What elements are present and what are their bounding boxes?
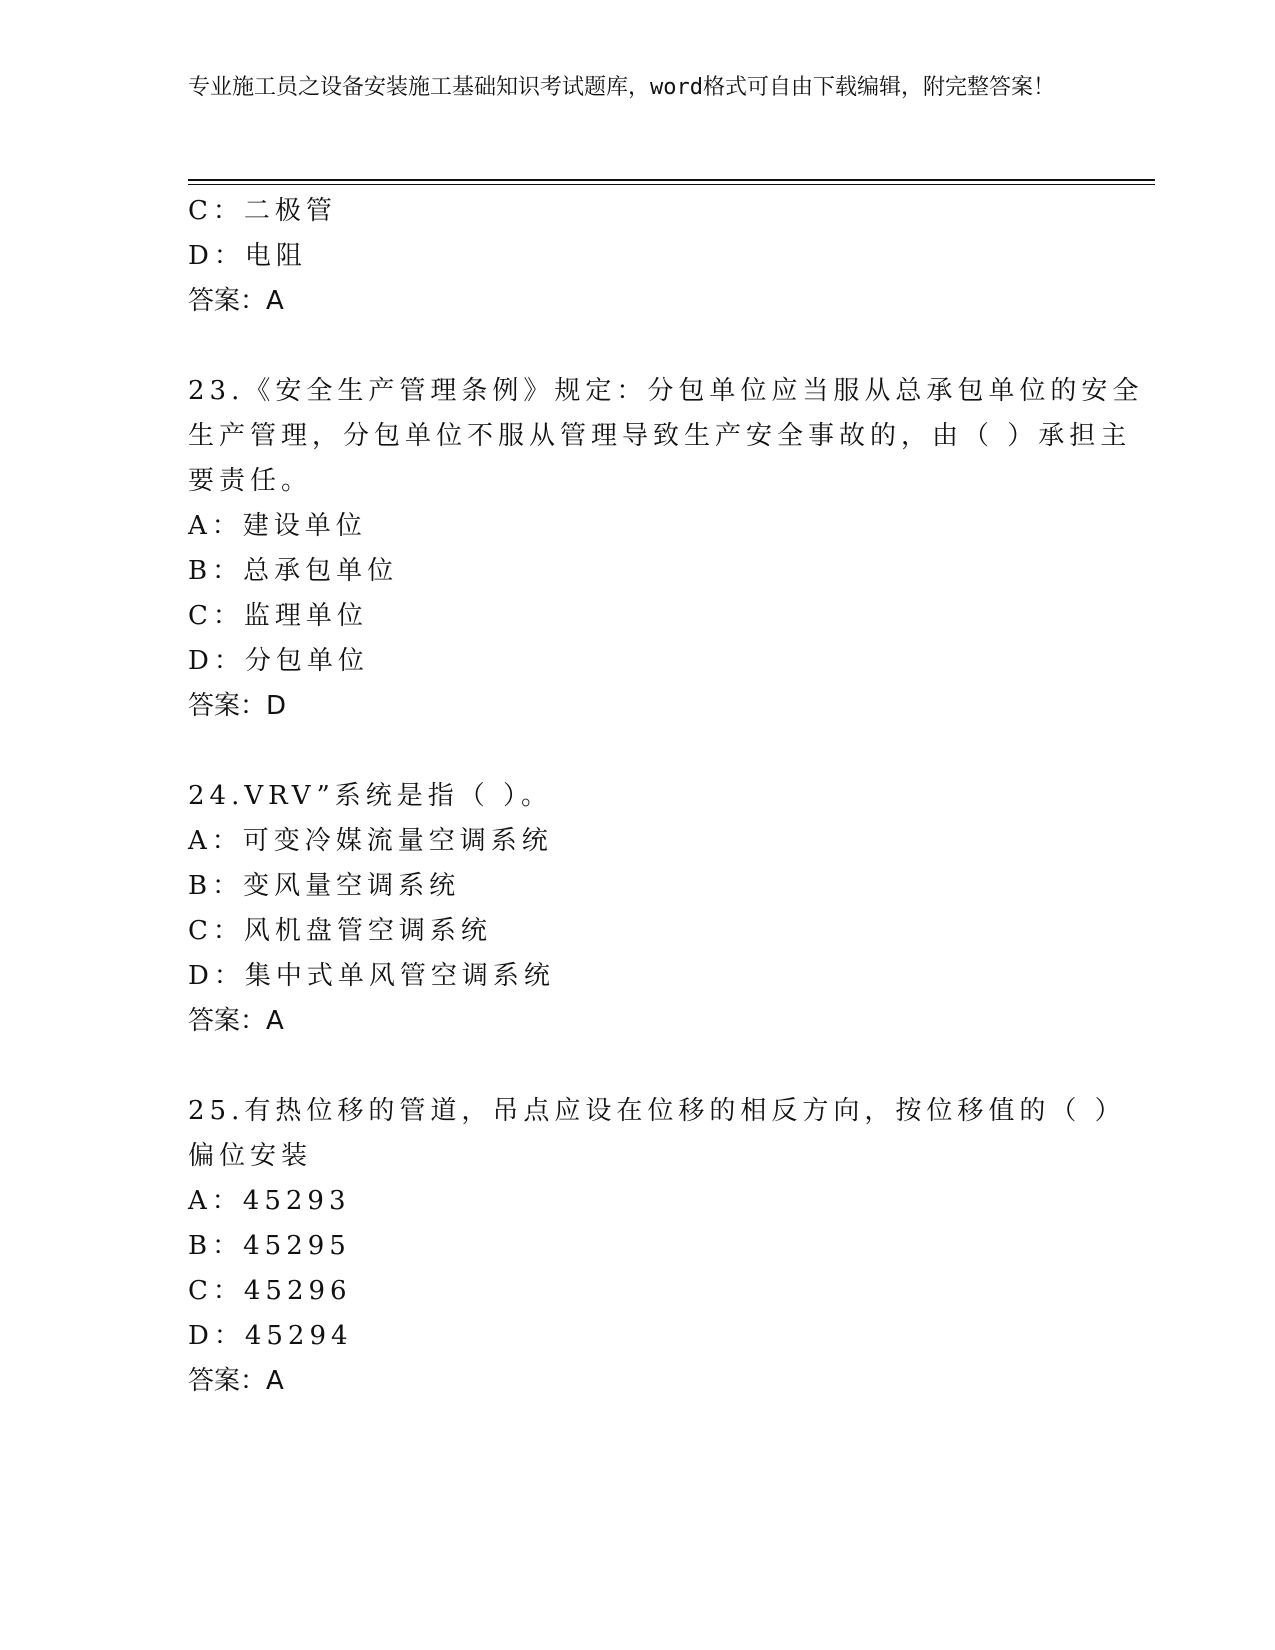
q23-option-b: B：总承包单位: [188, 556, 399, 586]
header-divider-thick: [188, 179, 1155, 181]
q24-option-a: A：可变冷媒流量空调系统: [188, 826, 553, 856]
q25-answer: 答案：A: [188, 1366, 284, 1396]
q23-stem-line-3: 要责任。: [188, 466, 313, 496]
prev-option-d: D：电阻: [188, 241, 307, 271]
q25-stem-line-1: 25.有热位移的管道，吊点应设在位移的相反方向，按位移值的（ ）: [188, 1096, 1126, 1126]
q23-option-a: A：建设单位: [188, 511, 367, 541]
prev-answer: 答案：A: [188, 286, 284, 316]
q24-option-b: B：变风量空调系统: [188, 871, 461, 901]
q24-answer: 答案：A: [188, 1006, 284, 1036]
q25-option-b: B：45295: [188, 1231, 351, 1261]
q25-option-a: A：45293: [188, 1186, 351, 1216]
q23-stem-line-1: 23.《安全生产管理条例》规定：分包单位应当服从总承包单位的安全: [188, 376, 1144, 406]
q23-stem-line-2: 生产管理，分包单位不服从管理导致生产安全事故的，由（ ）承担主: [188, 421, 1132, 451]
q24-option-d: D：集中式单风管空调系统: [188, 961, 555, 991]
header-divider-thin: [188, 184, 1155, 185]
q23-answer: 答案：D: [188, 691, 287, 721]
q25-stem-line-2: 偏位安装: [188, 1141, 313, 1171]
q25-option-d: D：45294: [188, 1321, 353, 1351]
prev-option-c: C：二极管: [188, 196, 337, 226]
q23-option-c: C：监理单位: [188, 601, 368, 631]
q23-option-d: D：分包单位: [188, 646, 369, 676]
q24-option-c: C：风机盘管空调系统: [188, 916, 492, 946]
q25-option-c: C：45296: [188, 1276, 352, 1306]
q24-stem-line-1: 24.VRV”系统是指（ ）。: [188, 781, 553, 811]
page-header: 专业施工员之设备安装施工基础知识考试题库，word格式可自由下载编辑，附完整答案！: [188, 75, 1055, 100]
